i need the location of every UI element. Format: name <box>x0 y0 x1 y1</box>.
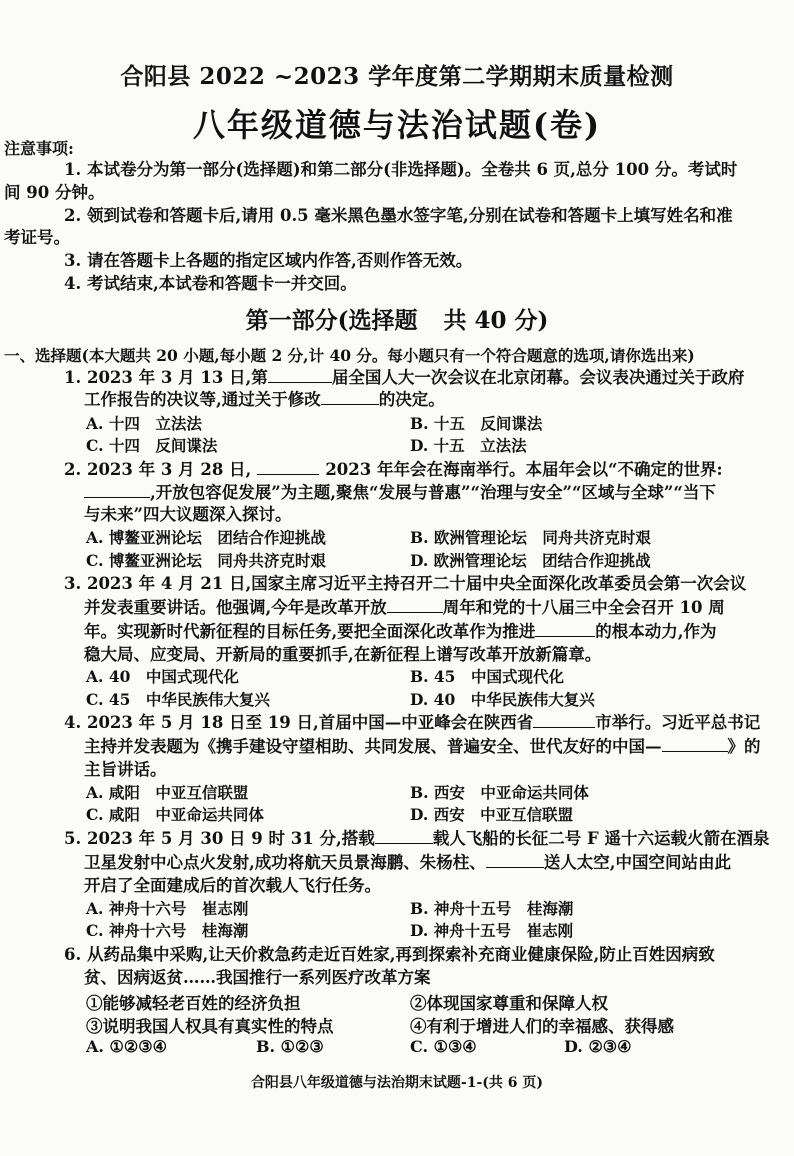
question-text: 送人太空,中国空间站由此 <box>543 853 731 872</box>
question-3-cont <box>84 620 717 644</box>
statement-2: ②体现国家尊重和保障人权 <box>410 994 608 1013</box>
question-text: 市举行。习近平总书记 <box>595 713 761 732</box>
question-4-cont: 主旨讲话。 <box>84 760 167 779</box>
answer-blank <box>84 481 150 498</box>
question-text: 卫星发射中心点火发射,成功将航天员景海鹏、朱杨柱、 <box>84 853 486 872</box>
answer-blank <box>387 596 443 613</box>
section-part: 第一部分(选择题 <box>245 307 418 334</box>
option-a: A. 咸阳 中亚互信联盟 <box>86 783 249 802</box>
section-instructions: 一、选择题(本大题共 20 小题,每小题 2 分,计 40 分。每小题只有一个符合题意的选项,请你选出来) <box>4 346 695 365</box>
statement-4: ④有利于增进人们的幸福感、获得感 <box>410 1017 674 1036</box>
option-a: A. 40 中国式现代化 <box>86 667 239 686</box>
option-c: C. ①③④ <box>410 1037 477 1056</box>
notice-line: 3. 请在答题卡上各题的指定区域内作答,否则作答无效。 <box>64 251 473 270</box>
option-d: D. 40 中华民族伟大复兴 <box>410 690 595 709</box>
question-text: 1. 2023 年 3 月 13 日,第 <box>64 368 268 387</box>
question-text: 》的 <box>727 737 761 756</box>
option-c: C. 45 中华民族伟大复兴 <box>86 690 270 709</box>
question-text: 2023 年年会在海南举行。本届年会以“不确定的世界: <box>325 460 723 479</box>
notice-line: 考证号。 <box>4 228 70 247</box>
notice-title: 注意事项: <box>4 139 74 158</box>
answer-blank <box>375 827 433 844</box>
question-text: 主持并发表题为《携手建设守望相助、共同发展、普遍安全、世代友好的中国— <box>84 737 662 756</box>
option-d: D. 神舟十五号 崔志刚 <box>410 921 574 940</box>
option-c: C. 咸阳 中亚命运共同体 <box>86 805 264 824</box>
option-d: D. 欧洲管理论坛 团结合作迎挑战 <box>410 551 651 570</box>
question-4-cont <box>84 735 761 759</box>
question-text: 的根本动力,作为 <box>595 622 717 641</box>
section-score: 共 40 分) <box>443 307 549 334</box>
option-d: D. 西安 中亚互信联盟 <box>410 805 574 824</box>
statement-1: ①能够减轻老百姓的经济负担 <box>86 994 301 1013</box>
answer-blank <box>257 458 319 475</box>
question-2 <box>64 458 723 482</box>
option-a: A. 博鳌亚洲论坛 团结合作迎挑战 <box>86 528 326 547</box>
question-text: 4. 2023 年 5 月 18 日至 19 日,首届中国—中亚峰会在陕西省 <box>64 713 534 732</box>
statement-3: ③说明我国人权具有真实性的特点 <box>86 1017 334 1036</box>
question-5 <box>64 827 769 851</box>
question-6-cont: 贫、因病返贫……我国推行一系列医疗改革方案 <box>84 968 431 987</box>
option-b: B. 西安 中亚命运共同体 <box>410 783 589 802</box>
question-text: 2. 2023 年 3 月 28 日, <box>64 460 252 479</box>
option-a: A. 十四 立法法 <box>86 414 202 433</box>
option-c: C. 神舟十六号 桂海潮 <box>86 921 249 940</box>
answer-blank <box>533 711 595 728</box>
question-6: 6. 从药品集中采购,让天价救急药走近百姓家,再到探索补充商业健康保险,防止百姓因病致 <box>64 945 715 964</box>
option-d: D. ②③④ <box>564 1037 632 1056</box>
question-2-cont: 与未来”四大议题深入探讨。 <box>84 505 292 524</box>
section-heading <box>0 302 794 335</box>
question-text: 的决定。 <box>378 390 445 409</box>
option-a: A. 神舟十六号 崔志刚 <box>86 899 249 918</box>
question-text: ,开放包容促发展”为主题,聚焦“发展与普惠”“治理与安全”“区域与全球”“当下 <box>150 483 716 502</box>
question-text: 周年和党的十八届三中全会召开 10 周 <box>442 598 725 617</box>
question-3-cont <box>84 596 725 620</box>
answer-blank <box>662 735 728 752</box>
question-5-cont: 开启了全面建成后的首次载人飞行任务。 <box>84 876 381 895</box>
answer-blank <box>486 851 544 868</box>
question-text: 并发表重要讲话。他强调,今年是改革开放 <box>84 598 387 617</box>
question-2-cont <box>84 481 716 505</box>
option-d: D. 十五 立法法 <box>410 436 527 455</box>
question-4 <box>64 711 760 735</box>
exam-title: 合阳县 2022 ~2023 学年度第二学期期末质量检测 <box>120 63 674 90</box>
option-b: B. 神舟十五号 桂海潮 <box>410 899 574 918</box>
question-text: 载人飞船的长征二号 F 遥十六运载火箭在酒泉 <box>432 829 770 848</box>
notice-line: 1. 本试卷分为第一部分(选择题)和第二部分(非选择题)。全卷共 6 页,总分 100 分。考试时 <box>64 160 738 179</box>
question-5-cont <box>84 851 731 875</box>
page-footer: 合阳县八年级道德与法治期末试题-1-(共 6 页) <box>250 1075 544 1091</box>
answer-blank <box>321 388 379 405</box>
option-b: B. 十五 反间谍法 <box>410 414 543 433</box>
question-text: 5. 2023 年 5 月 30 日 9 时 31 分,搭载 <box>64 829 375 848</box>
question-text: 工作报告的决议等,通过关于修改 <box>84 390 321 409</box>
question-3: 3. 2023 年 4 月 21 日,国家主席习近平主持召开二十届中央全面深化改革委员会第一次会议 <box>64 574 747 593</box>
option-c: C. 博鳌亚洲论坛 同舟共济克时艰 <box>86 551 326 570</box>
question-3-cont: 稳大局、应变局、开新局的重要抓手,在新征程上谱写改革开放新篇章。 <box>84 645 602 664</box>
question-1-cont <box>84 388 445 412</box>
notice-line: 2. 领到试卷和答题卡后,请用 0.5 毫米黑色墨水签字笔,分别在试卷和答题卡上填写姓名和准 <box>64 206 733 225</box>
option-c: C. 十四 反间谍法 <box>86 436 218 455</box>
option-b: B. 45 中国式现代化 <box>410 667 564 686</box>
paper-title: 八年级道德与法治试题(卷) <box>192 106 602 144</box>
answer-blank <box>535 620 595 637</box>
notice-line: 4. 考试结束,本试卷和答题卡一并交回。 <box>64 274 357 293</box>
question-text: 年。实现新时代新征程的目标任务,要把全面深化改革作为推进 <box>84 622 536 641</box>
question-text: 届全国人大一次会议在北京闭幕。会议表决通过关于政府 <box>331 368 745 387</box>
option-a: A. ①②③④ <box>86 1037 167 1056</box>
option-b: B. ①②③ <box>256 1037 324 1056</box>
notice-line: 间 90 分钟。 <box>4 183 105 202</box>
question-1 <box>64 366 744 390</box>
answer-blank <box>268 366 332 383</box>
option-b: B. 欧洲管理论坛 同舟共济克时艰 <box>410 528 651 547</box>
